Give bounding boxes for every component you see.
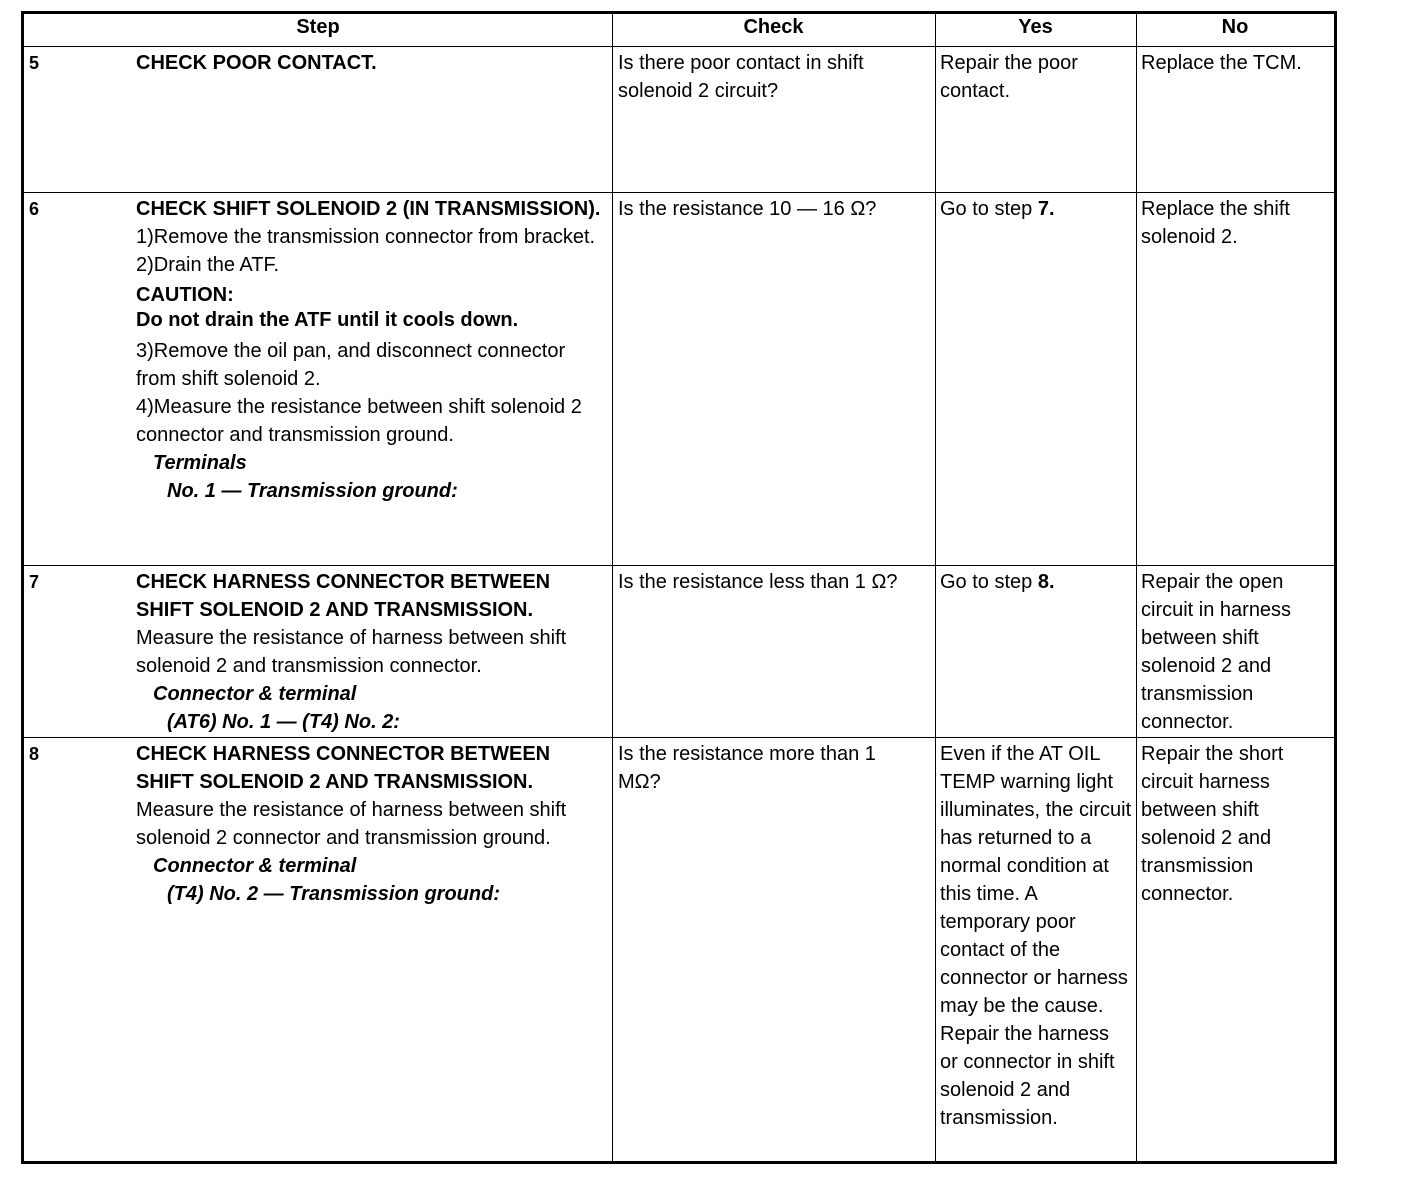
yes-cell: Even if the AT OIL TEMP warning light illuminates, the circuit has returned to a normal condition at this time. A temporary poor contact of the connector or harness may be the cause. Repair the harness or connector in shift solenoid 2 and transmission. bbox=[940, 743, 1132, 1129]
row-divider bbox=[24, 737, 1334, 738]
caution-label: CAUTION: bbox=[136, 284, 234, 306]
header-step: Step bbox=[296, 16, 340, 38]
step-number: 5 bbox=[29, 53, 40, 73]
spec-value: No. 1 — Transmission ground: bbox=[167, 480, 458, 502]
row-divider bbox=[24, 565, 1334, 566]
procedure-step: 2)Drain the ATF. bbox=[136, 254, 280, 276]
diagnostic-table bbox=[21, 11, 1337, 1164]
spec-label: Terminals bbox=[153, 452, 247, 474]
step-title: CHECK SHIFT SOLENOID 2 (IN TRANSMISSION). bbox=[136, 198, 601, 220]
spec-value: (T4) No. 2 — Transmission ground: bbox=[167, 883, 500, 905]
column-divider bbox=[935, 14, 936, 1161]
no-cell: Replace the shift solenoid 2. bbox=[1141, 198, 1290, 248]
step-number: 8 bbox=[29, 744, 40, 764]
check-cell: Is the resistance 10 — 16 Ω? bbox=[618, 198, 877, 220]
row-divider bbox=[24, 192, 1334, 193]
spec-value: (AT6) No. 1 — (T4) No. 2: bbox=[167, 711, 400, 733]
step-title: CHECK POOR CONTACT. bbox=[136, 52, 377, 74]
step-description bbox=[136, 740, 611, 908]
step-number: 6 bbox=[29, 199, 40, 219]
check-cell: Is the resistance more than 1 MΩ? bbox=[618, 743, 876, 793]
step-description bbox=[136, 49, 606, 77]
no-cell: Repair the short circuit harness between shift solenoid 2 and transmission connector. bbox=[1141, 743, 1284, 905]
yes-cell: Repair the poor contact. bbox=[940, 52, 1078, 102]
no-cell: Replace the TCM. bbox=[1141, 52, 1302, 74]
yes-prefix: Go to step bbox=[940, 571, 1038, 593]
step-reference: 7. bbox=[1037, 198, 1055, 220]
procedure-step: 4)Measure the resistance between shift solenoid 2 connector and transmission ground. bbox=[136, 396, 582, 446]
spec-label: Connector & terminal bbox=[153, 683, 357, 705]
step-title: CHECK HARNESS CONNECTOR BETWEEN SHIFT SOLENOID 2 AND TRANSMISSION. bbox=[136, 743, 551, 793]
header-divider bbox=[24, 46, 1334, 47]
yes-cell bbox=[940, 195, 1130, 223]
header-yes: Yes bbox=[1018, 16, 1053, 38]
check-cell: Is the resistance less than 1 Ω? bbox=[618, 571, 898, 593]
column-divider bbox=[612, 14, 613, 1161]
step-description bbox=[136, 568, 611, 736]
yes-prefix: Go to step bbox=[940, 198, 1038, 220]
header-check: Check bbox=[743, 16, 804, 38]
step-description bbox=[136, 195, 608, 505]
step-number: 7 bbox=[29, 572, 40, 592]
column-divider bbox=[1136, 14, 1137, 1161]
yes-cell bbox=[940, 568, 1130, 596]
check-cell: Is there poor contact in shift solenoid 2 circuit? bbox=[618, 52, 864, 102]
procedure-text: Measure the resistance of harness between shift solenoid 2 connector and transmission ground. bbox=[136, 799, 567, 849]
procedure-text: Measure the resistance of harness between shift solenoid 2 and transmission connector. bbox=[136, 627, 567, 677]
caution-text: Do not drain the ATF until it cools down. bbox=[136, 309, 519, 331]
step-title: CHECK HARNESS CONNECTOR BETWEEN SHIFT SOLENOID 2 AND TRANSMISSION. bbox=[136, 571, 551, 621]
no-cell: Repair the open circuit in harness between shift solenoid 2 and transmission connector. bbox=[1141, 571, 1292, 733]
procedure-step: 1)Remove the transmission connector from bracket. bbox=[136, 226, 596, 248]
header-no: No bbox=[1221, 16, 1249, 38]
spec-label: Connector & terminal bbox=[153, 855, 357, 877]
step-reference: 8. bbox=[1037, 571, 1055, 593]
procedure-step: 3)Remove the oil pan, and disconnect connector from shift solenoid 2. bbox=[136, 340, 566, 390]
